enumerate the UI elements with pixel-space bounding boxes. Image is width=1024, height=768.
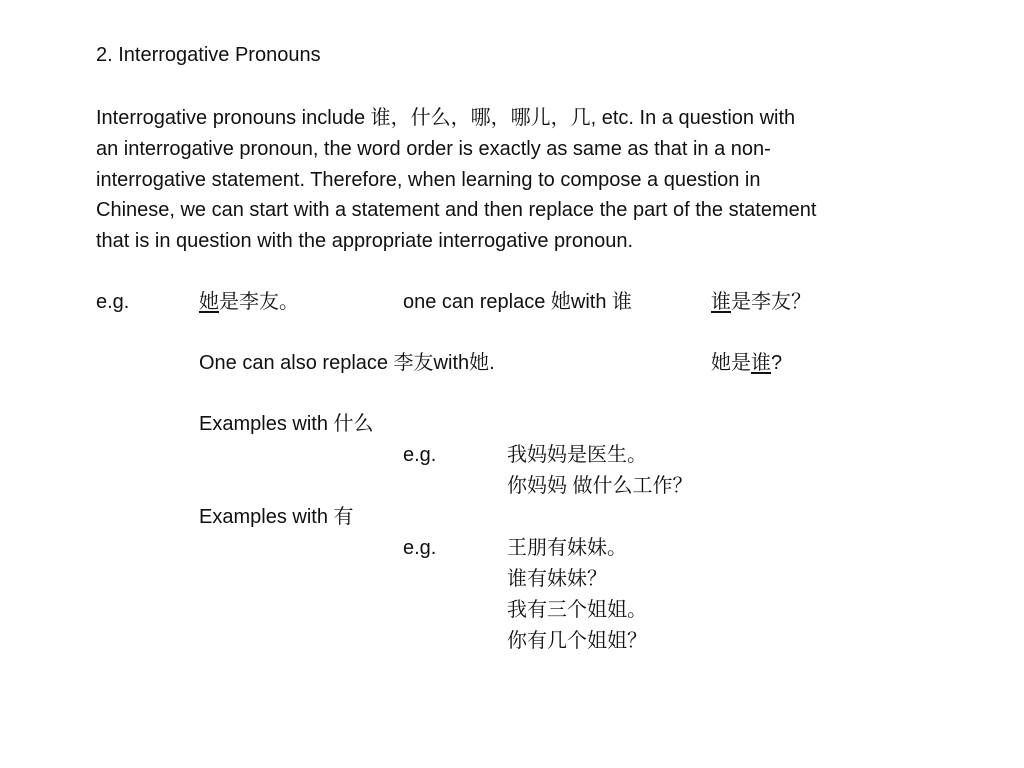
example1-statement xyxy=(199,290,299,314)
question-suffix: ? xyxy=(771,352,783,374)
intro-line: an interrogative pronoun, the word order is exactly as same as that in a non- xyxy=(96,137,771,160)
example-sentence: 你有几个姐姐？ xyxy=(507,630,647,652)
example1-note: one can replace 她with 谁 xyxy=(403,291,633,313)
slide-title: 2. Interrogative Pronouns xyxy=(96,44,321,66)
example1-label: e.g. xyxy=(96,291,130,313)
example-sentence: 你妈妈 做什么工作？ xyxy=(507,475,693,497)
example-sentence: 谁有妹妹？ xyxy=(507,568,607,590)
intro-line: Interrogative pronouns include 谁，什么，哪，哪儿，几, etc. In a question with xyxy=(96,107,796,129)
intro-paragraph xyxy=(96,103,976,257)
intro-line: interrogative statement. Therefore, when learning to compose a question in xyxy=(96,168,761,191)
shenme-eg-label: e.g. xyxy=(403,444,437,466)
intro-line: Chinese, we can start with a statement and then replace the part of the statement xyxy=(96,199,817,222)
underlined-pronoun: 谁 xyxy=(751,352,771,374)
example1-question xyxy=(711,290,811,314)
question-rest: 是李友？ xyxy=(731,291,811,313)
shenme-heading: Examples with 什么 xyxy=(199,413,374,435)
example2-question xyxy=(711,351,782,375)
example2-note: One can also replace 李友with她. xyxy=(199,352,495,374)
question-prefix: 她是 xyxy=(711,352,751,374)
underlined-pronoun: 谁 xyxy=(711,291,731,313)
you-heading: Examples with 有 xyxy=(199,506,354,528)
underlined-pronoun: 她 xyxy=(199,291,219,313)
example-sentence: 我妈妈是医生。 xyxy=(507,444,647,466)
statement-rest: 是李友。 xyxy=(219,291,299,313)
example-sentence: 我有三个姐姐。 xyxy=(507,599,647,621)
you-eg-label: e.g. xyxy=(403,537,437,559)
example-sentence: 王朋有妹妹。 xyxy=(507,537,627,559)
intro-line: that is in question with the appropriate interrogative pronoun. xyxy=(96,230,634,253)
